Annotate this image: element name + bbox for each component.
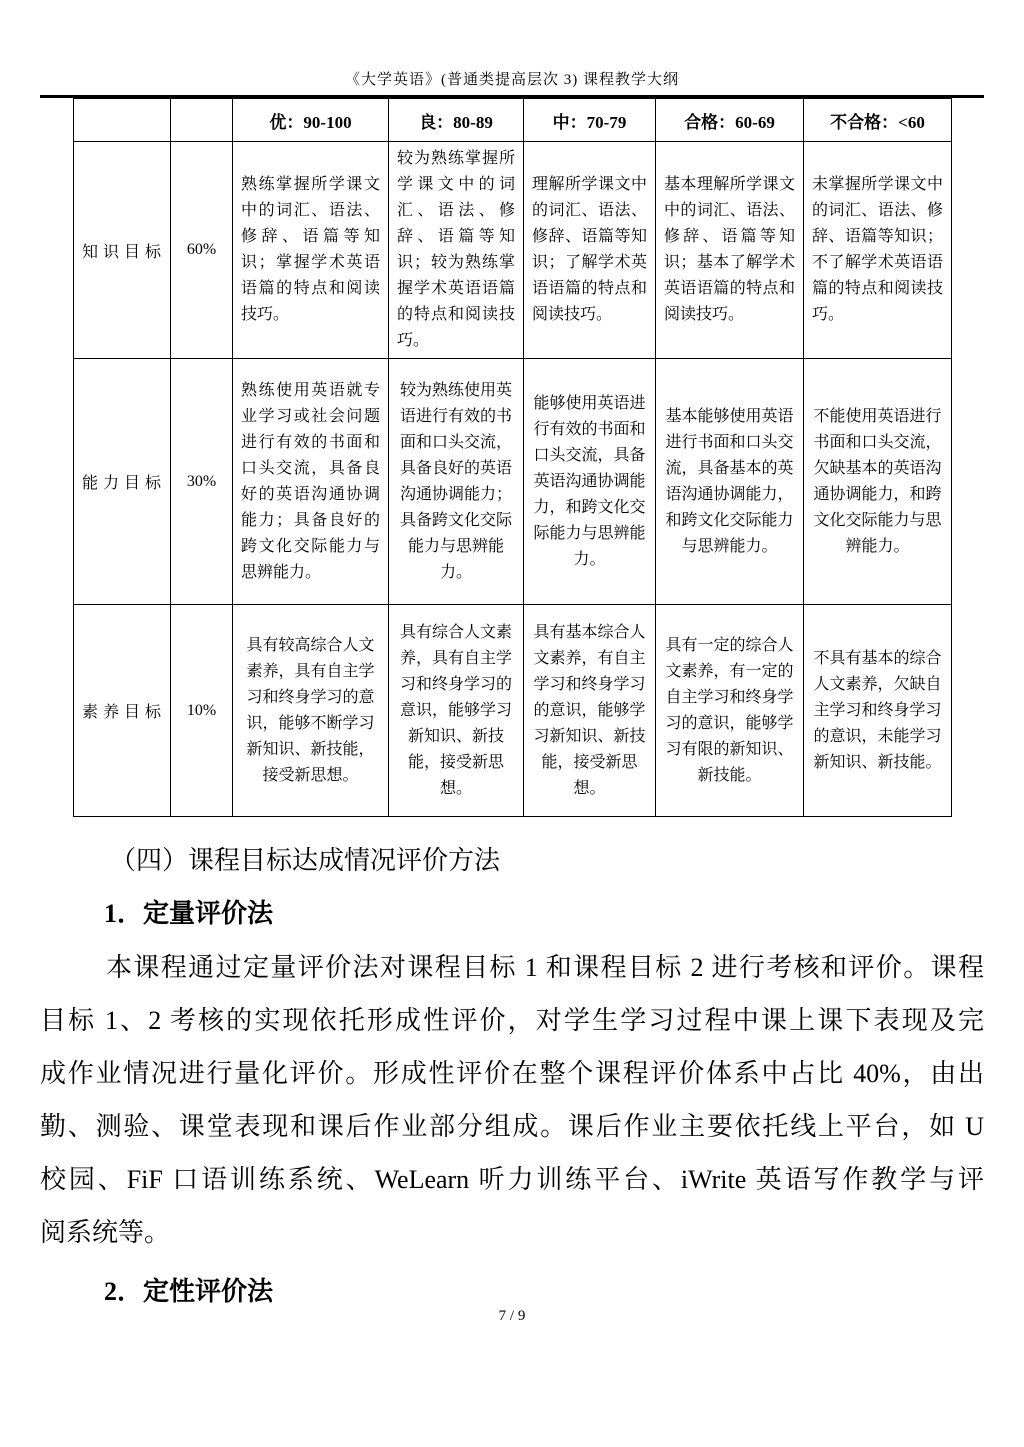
grading-criteria-table xyxy=(73,98,952,817)
criteria-cell: 具有一定的综合人文素养，有一定的自主学习和终身学习的意识，能够学习有限的新知识、新技能。 xyxy=(656,605,804,817)
criteria-cell: 基本能够使用英语进行书面和口头交流，具备基本的英语沟通协调能力，和跨文化交际能力与思辨能力。 xyxy=(656,359,804,605)
subsection-1-heading: 1．定量评价法 xyxy=(104,899,274,928)
table-empty-corner-label-cell xyxy=(74,99,171,142)
paragraph-line: 阅系统等。 xyxy=(40,1218,171,1247)
criteria-cell: 较为熟练使用英语进行有效的书面和口头交流，具备良好的英语沟通协调能力；具备跨文化交际能力与思辨能力。 xyxy=(389,359,524,605)
criteria-cell: 较为熟练掌握所学课文中的词汇、语法、修辞、语篇等知识；较为熟练掌握学术英语语篇的特点和阅读技巧。 xyxy=(389,142,524,359)
row-label: 素养目标 xyxy=(74,605,171,817)
grade-header-2: 中：70-79 xyxy=(524,99,656,142)
criteria-table-body xyxy=(74,142,952,817)
criteria-cell: 具有基本综合人文素养，有自主学习和终身学习的意识，能够学习新知识、新技能，接受新思想。 xyxy=(524,605,656,817)
criteria-row-0 xyxy=(74,142,952,359)
subsection-2-heading: 2．定性评价法 xyxy=(104,1277,274,1306)
criteria-cell: 具有综合人文素养，具有自主学习和终身学习的意识，能够学习新知识、新技能，接受新思想。 xyxy=(389,605,524,817)
paragraph-quantitative-evaluation xyxy=(40,941,984,1259)
criteria-cell: 未掌握所学课文中的词汇、语法、修辞、语篇等知识；不了解学术英语语篇的特点和阅读技巧。 xyxy=(804,142,952,359)
section-4-heading: （四）课程目标达成情况评价方法 xyxy=(110,846,501,875)
paragraph-line: 校园、FiF 口语训练系统、WeLearn 听力训练平台、iWrite 英语写作教学与评 xyxy=(40,1165,984,1194)
page-number: 7 / 9 xyxy=(498,1308,526,1324)
criteria-cell: 理解所学课文中的词汇、语法、修辞、语篇等知识；了解学术英语语篇的特点和阅读技巧。 xyxy=(524,142,656,359)
row-label: 能力目标 xyxy=(74,359,171,605)
criteria-cell: 基本理解所学课文中的词汇、语法、修辞、语篇等知识；基本了解学术英语语篇的特点和阅读技巧。 xyxy=(656,142,804,359)
row-label: 知识目标 xyxy=(74,142,171,359)
table-header-row xyxy=(74,99,952,142)
paragraph-line: 勤、测验、课堂表现和课后作业部分组成。课后作业主要依托线上平台，如 U xyxy=(40,1112,984,1141)
criteria-cell: 熟练掌握所学课文中的词汇、语法、修辞、语篇等知识；掌握学术英语语篇的特点和阅读技巧。 xyxy=(233,142,389,359)
grade-header-3: 合格：60-69 xyxy=(656,99,804,142)
row-weight: 60% xyxy=(171,142,233,359)
grade-header-1: 良：80-89 xyxy=(389,99,524,142)
row-weight: 30% xyxy=(171,359,233,605)
paragraph-line: 成作业情况进行量化评价。形成性评价在整个课程评价体系中占比 40%，由出 xyxy=(40,1059,984,1088)
criteria-row-2 xyxy=(74,605,952,817)
paragraph-line: 本课程通过定量评价法对课程目标 1 和课程目标 2 进行考核和评价。课程 xyxy=(106,953,984,982)
criteria-cell: 熟练使用英语就专业学习或社会问题进行有效的书面和口头交流，具备良好的英语沟通协调能力；具备良好的跨文化交际能力与思辨能力。 xyxy=(233,359,389,605)
criteria-row-1 xyxy=(74,359,952,605)
table-empty-corner-weight-cell xyxy=(171,99,233,142)
criteria-cell: 不能使用英语进行书面和口头交流，欠缺基本的英语沟通协调能力，和跨文化交际能力与思辨能力。 xyxy=(804,359,952,605)
criteria-cell: 能够使用英语进行有效的书面和口头交流，具备英语沟通协调能力，和跨文化交际能力与思辨能力。 xyxy=(524,359,656,605)
criteria-cell: 不具有基本的综合人文素养，欠缺自主学习和终身学习的意识，未能学习新知识、新技能。 xyxy=(804,605,952,817)
document-header-title: 《大学英语》(普通类提高层次 3) 课程教学大纲 xyxy=(345,72,679,88)
criteria-cell: 具有较高综合人文素养，具有自主学习和终身学习的意识，能够不断学习新知识、新技能，接受新思想。 xyxy=(233,605,389,817)
grade-header-0: 优：90-100 xyxy=(233,99,389,142)
paragraph-line: 目标 1、2 考核的实现依托形成性评价，对学生学习过程中课上课下表现及完 xyxy=(40,1006,984,1035)
grade-header-4: 不合格：<60 xyxy=(804,99,952,142)
row-weight: 10% xyxy=(171,605,233,817)
